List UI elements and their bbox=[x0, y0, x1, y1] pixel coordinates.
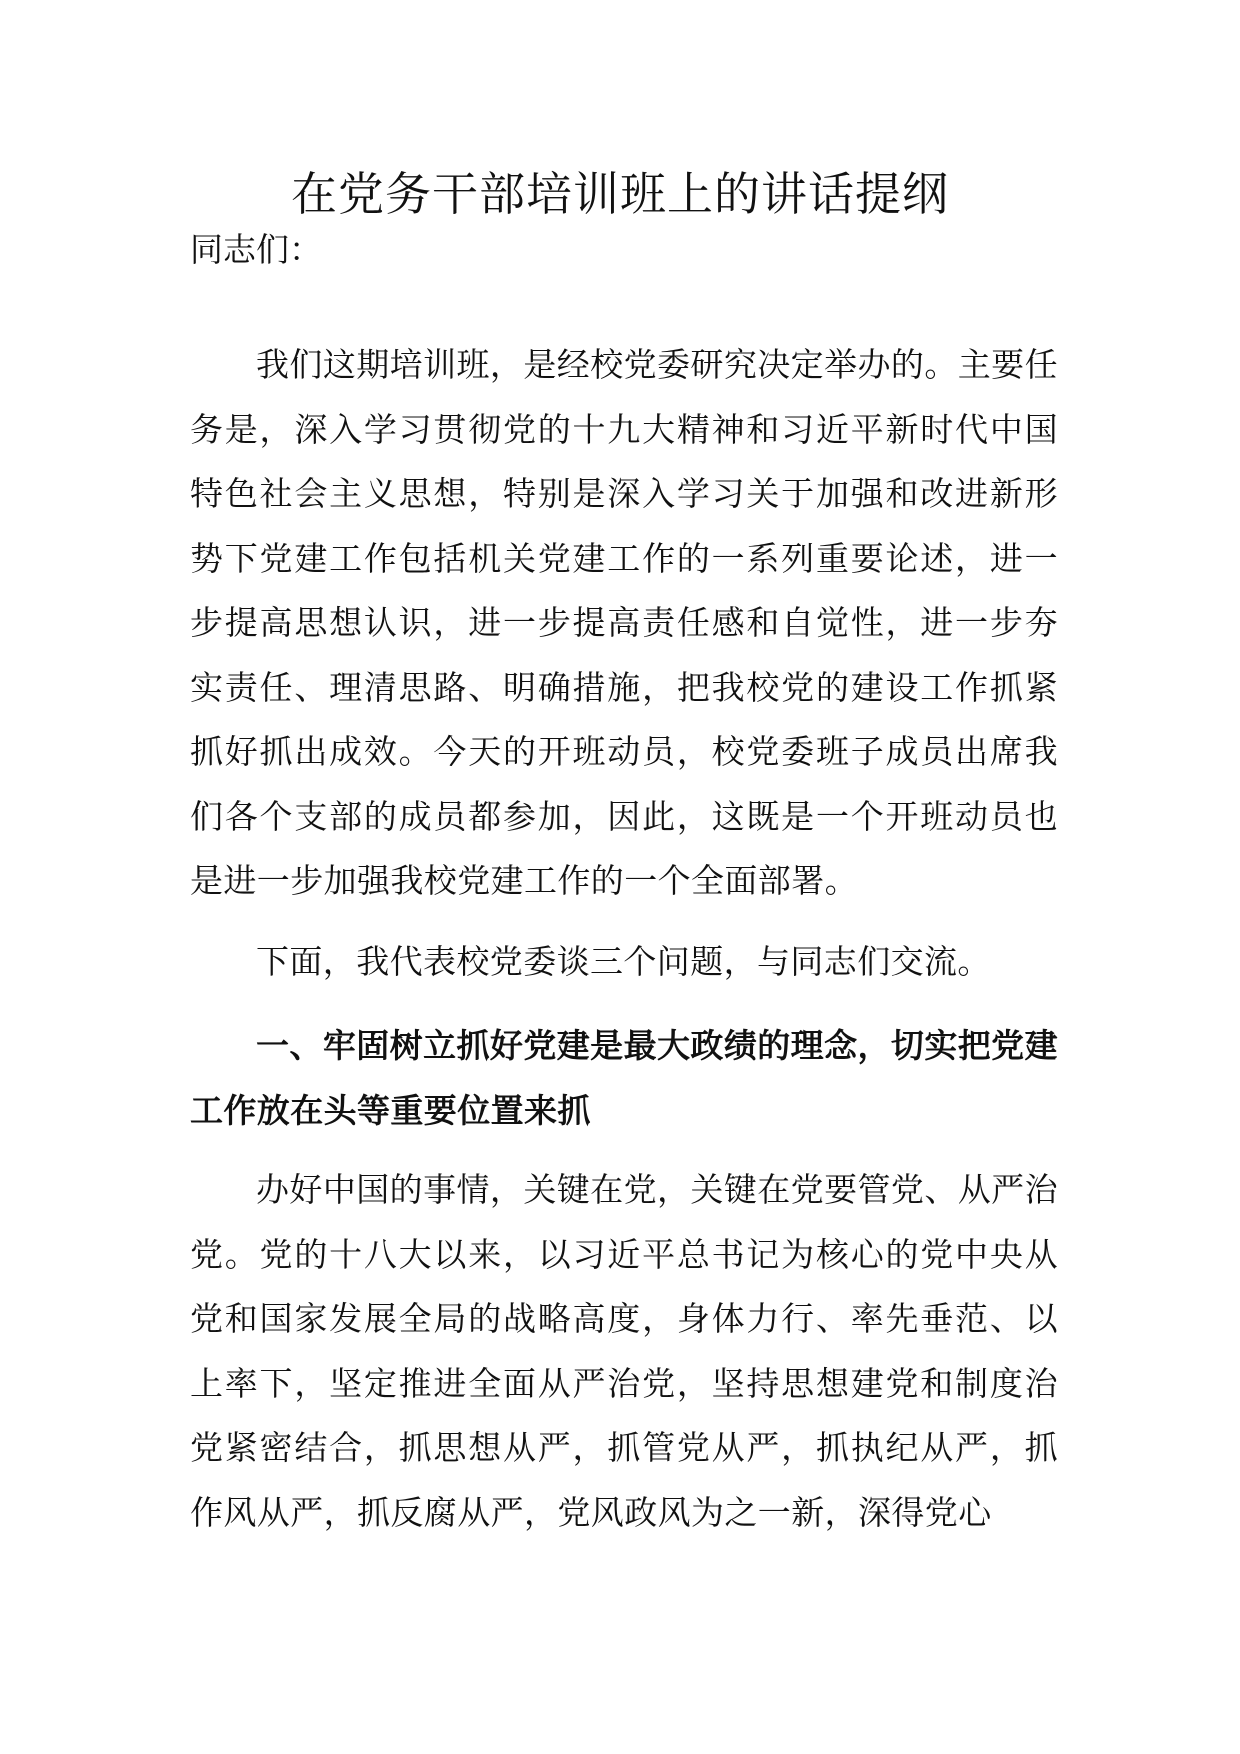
paragraph-agenda: 下面，我代表校党委谈三个问题，与同志们交流。 bbox=[256, 942, 991, 981]
document-title: 在党务干部培训班上的讲话提纲 bbox=[291, 167, 949, 221]
section-heading-1: 一、牢固树立抓好党建是最大政绩的理念，切实把党建工作放在头等重要位置来抓 bbox=[190, 1026, 1058, 1130]
salutation: 同志们： bbox=[190, 230, 322, 269]
paragraph-intro: 我们这期培训班，是经校党委研究决定举办的。主要任务是，深入学习贯彻党的十九大精神和习近平新时代中国特色社会主义思想，特别是深入学习关于加强和改进新形势下党建工作包括机关党建工作的一系列重要论述，进一步提高思想认识，进一步提高责任感和自觉性，进一步夯实责任、理清思路、明确措施，把我校党的建设工作抓紧抓好抓出成效。今天的开班动员，校党委班子成员出席我们各个支部的成员都参加，因此，这既是一个开班动员也是进一步加强我校党建工作的一个全面部署。 bbox=[190, 345, 1058, 900]
paragraph-section-1-body: 办好中国的事情，关键在党，关键在党要管党、从严治党。党的十八大以来，以习近平总书记为核心的党中央从党和国家发展全局的战略高度，身体力行、率先垂范、以上率下，坚定推进全面从严治党，坚持思想建党和制度治党紧密结合，抓思想从严，抓管党从严，抓执纪从严，抓作风从严，抓反腐从严，党风政风为之一新，深得党心 bbox=[190, 1170, 1058, 1532]
